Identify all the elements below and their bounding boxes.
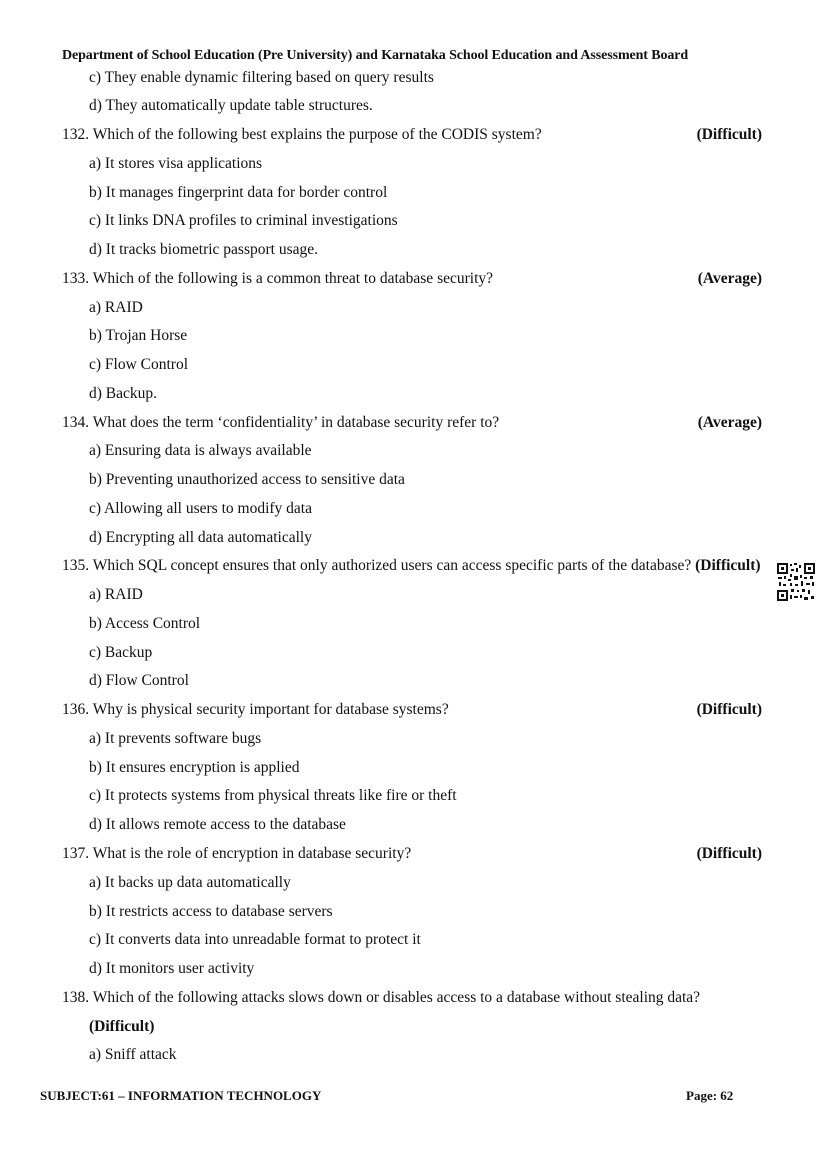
option-a: a) It stores visa applications — [89, 155, 263, 172]
question-text: 136. Why is physical security important for database systems? — [62, 701, 449, 718]
difficulty-label: (Average) — [697, 414, 762, 431]
option-a: a) It backs up data automatically — [89, 874, 291, 891]
page-header: Department of School Education (Pre University) and Karnataka School Education and Assessment Board — [62, 48, 689, 63]
question-text: 133. Which of the following is a common threat to database security? — [62, 270, 494, 287]
option-d: d) Flow Control — [89, 672, 189, 689]
option-b: b) Preventing unauthorized access to sensitive data — [89, 471, 405, 488]
difficulty-label: (Difficult) — [695, 557, 761, 574]
question-text: 132. Which of the following best explains the purpose of the CODIS system? — [62, 126, 542, 143]
option-c: c) Allowing all users to modify data — [89, 500, 312, 517]
difficulty-label: (Difficult) — [696, 126, 762, 143]
question-132 — [62, 125, 762, 145]
question-137 — [62, 844, 762, 864]
option-d-prev: d) They automatically update table structures. — [89, 97, 373, 114]
option-a: a) It prevents software bugs — [89, 730, 262, 747]
option-b: b) It ensures encryption is applied — [89, 759, 300, 776]
option-c: c) Backup — [89, 644, 153, 661]
question-text: 134. What does the term ‘confidentiality’ in database security refer to? — [62, 414, 500, 431]
option-b: b) Trojan Horse — [89, 327, 188, 344]
qr-code-icon — [776, 562, 816, 602]
option-b: b) Access Control — [89, 615, 201, 632]
option-d: d) It allows remote access to the database — [89, 816, 346, 833]
option-d: d) Backup. — [89, 385, 158, 402]
option-d: d) Encrypting all data automatically — [89, 529, 312, 546]
question-134 — [62, 413, 762, 433]
option-a: a) RAID — [89, 586, 143, 603]
option-d: d) It monitors user activity — [89, 960, 255, 977]
difficulty-label: (Difficult) — [696, 845, 762, 862]
difficulty-label: (Difficult) — [696, 701, 762, 718]
footer-subject: SUBJECT:61 – INFORMATION TECHNOLOGY — [40, 1088, 322, 1103]
option-c-prev: c) They enable dynamic filtering based on query results — [89, 69, 434, 86]
option-b: b) It manages fingerprint data for border control — [89, 184, 388, 201]
option-a: a) Sniff attack — [89, 1046, 177, 1063]
option-c: c) Flow Control — [89, 356, 189, 373]
option-c: c) It protects systems from physical threats like fire or theft — [89, 787, 457, 804]
option-b: b) It restricts access to database servers — [89, 903, 333, 920]
option-d: d) It tracks biometric passport usage. — [89, 241, 318, 258]
question-text: 135. Which SQL concept ensures that only authorized users can access specific parts of the database? — [62, 557, 692, 574]
option-c: c) It links DNA profiles to criminal investigations — [89, 212, 398, 229]
footer-page-number: Page: 62 — [686, 1088, 734, 1103]
option-a: a) Ensuring data is always available — [89, 442, 312, 459]
option-a: a) RAID — [89, 299, 143, 316]
question-text: 137. What is the role of encryption in database security? — [62, 845, 412, 862]
question-136 — [62, 700, 762, 720]
difficulty-label: (Difficult) — [89, 1018, 155, 1035]
question-138: 138. Which of the following attacks slows down or disables access to a database without stealing data? — [62, 989, 701, 1006]
question-135 — [62, 556, 776, 576]
question-133 — [62, 269, 762, 289]
option-c: c) It converts data into unreadable format to protect it — [89, 931, 421, 948]
difficulty-label: (Average) — [697, 270, 762, 287]
